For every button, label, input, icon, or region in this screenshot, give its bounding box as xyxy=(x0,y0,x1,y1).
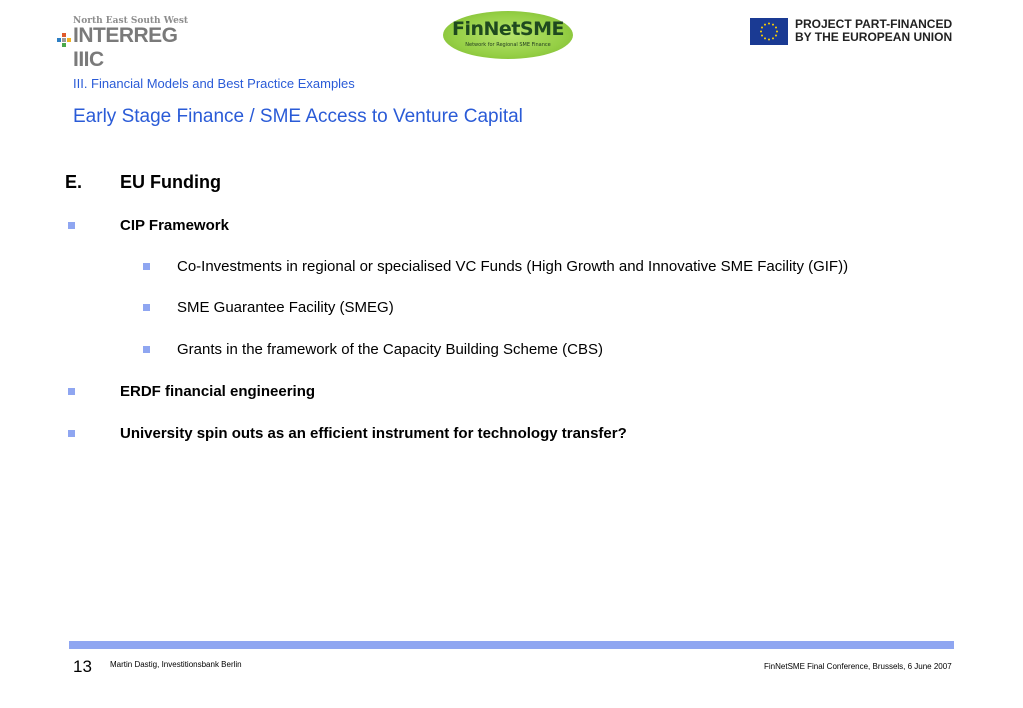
list-item-erdf: ERDF financial engineering xyxy=(120,383,316,400)
heading-letter: E. xyxy=(65,172,83,192)
slide-title: Early Stage Finance / SME Access to Venture Capital xyxy=(73,106,523,127)
conference-info: FinNetSME Final Conference, Brussels, 6 June 2007 xyxy=(764,662,952,671)
page-number: 13 xyxy=(73,657,92,676)
bullet-icon xyxy=(143,304,150,311)
interreg-squares-icon xyxy=(57,33,71,47)
sublist-item-cbs: Grants in the framework of the Capacity Building Scheme (CBS) xyxy=(177,341,604,358)
heading-text: EU Funding xyxy=(120,172,221,192)
bullet-icon xyxy=(68,430,75,437)
list-item-university-spin-outs: University spin outs as an efficient instrument for technology transfer? xyxy=(120,425,627,442)
bullet-icon xyxy=(143,346,150,353)
interreg-logo xyxy=(55,14,205,71)
sublist-item-smeg: SME Guarantee Facility (SMEG) xyxy=(177,299,394,316)
finnetsme-logo-name: FinNetSME xyxy=(452,18,564,40)
bullet-icon xyxy=(143,263,150,270)
footer-divider xyxy=(69,641,954,649)
list-item-cip: CIP Framework xyxy=(120,217,229,234)
eu-funding-line-1: PROJECT PART-FINANCED xyxy=(795,17,953,31)
eu-flag-icon xyxy=(750,18,788,45)
finnetsme-logo-tagline: Network for Regional SME Finance xyxy=(465,42,551,48)
interreg-logo-subtitle: North East South West xyxy=(73,16,189,26)
eu-funding-label xyxy=(795,18,952,44)
presenter-name: Martin Dastig, Investitionsbank Berlin xyxy=(110,660,242,669)
bullet-icon xyxy=(68,222,75,229)
sublist-item-gif: Co-Investments in regional or specialised VC Funds (High Growth and Innovative SME Facility (GIF)) xyxy=(177,258,849,275)
eu-funding-line-2: BY THE EUROPEAN UNION xyxy=(795,30,953,44)
section-heading: III. Financial Models and Best Practice Examples xyxy=(73,76,355,91)
bullet-icon xyxy=(68,388,75,395)
finnetsme-logo xyxy=(443,11,573,59)
interreg-logo-title: INTERREG IIIC xyxy=(73,24,178,71)
